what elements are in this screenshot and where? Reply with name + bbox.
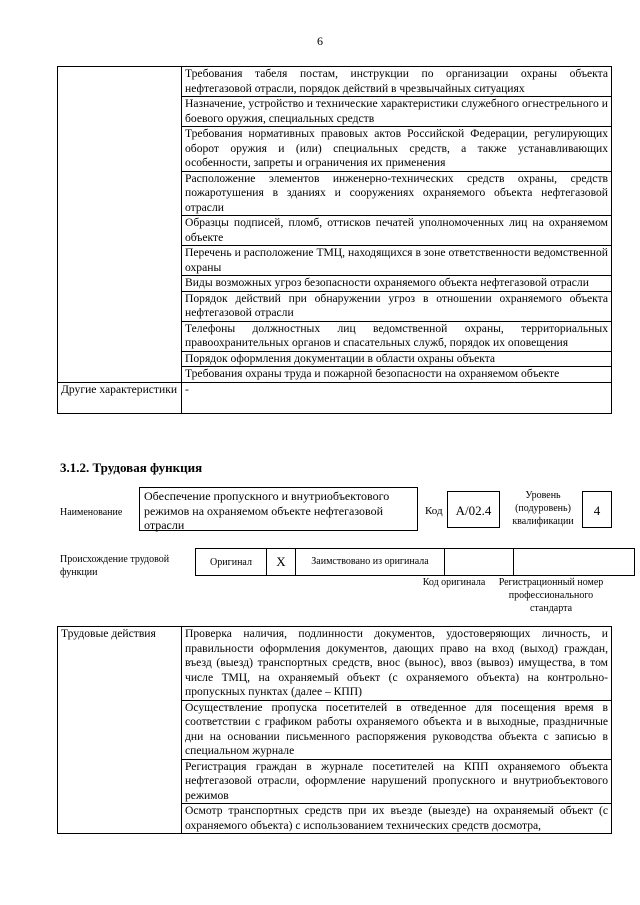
knowledge-table [57, 66, 612, 414]
table-cell: Требования табеля постам, инструкции по организации охраны объекта нефтегазовой отрасли, порядок действий в чрезвычайных ситуациях [182, 67, 612, 97]
table-cell: Требования нормативных правовых актов Российской Федерации, регулирующих оборот оружия и (или) специальных средств, а также устанавливающих особенности, запреты и ограничения их применения [182, 127, 612, 172]
table-cell: Требования охраны труда и пожарной безопасности на охраняемом объекте [182, 367, 612, 383]
table-cell: Порядок оформления документации в области охраны объекта [182, 351, 612, 367]
origin-original: Оригинал [196, 549, 267, 576]
origin-reg-caption: Регистрационный номер профессионального стандарта [498, 577, 604, 614]
table-row [58, 382, 612, 414]
table-cell: Назначение, устройство и технические характеристики служебного огнестрельного и боевого оружия, специальных средств [182, 97, 612, 127]
other-characteristics-label: Другие характеристики [58, 382, 182, 414]
table-cell: Перечень и расположение ТМЦ, находящихся в зоне ответственности ведомственной охраны [182, 246, 612, 276]
origin-code-cell [445, 549, 514, 576]
origin-borrowed: Заимствовано из оригинала [296, 549, 445, 576]
table-cell: Расположение элементов инженерно-технических средств охраны, средств пожаротушения в зданиях и сооружениях охраняемого объекта нефтегазовой отрасли [182, 171, 612, 216]
table-cell-empty [58, 67, 182, 383]
origin-label: Происхождение трудовой функции [60, 554, 170, 578]
page-number: 6 [317, 34, 323, 48]
origin-table [195, 548, 635, 576]
table-cell: Регистрация граждан в журнале посетителей на КПП охраняемого объекта нефтегазовой отрасли, оформление нарушений пропускного и внутриобъектового режимов [182, 759, 612, 804]
table-cell: Осмотр транспортных средств при их въезде (выезде) на охраняемый объект (с охраняемого объекта) с использованием технических средств досмотра, [182, 804, 612, 834]
table-row [196, 549, 635, 576]
origin-mark: X [267, 549, 296, 576]
level-label: Уровень (подуровень) квалификации [512, 490, 574, 527]
code-label: Код [425, 505, 443, 517]
code-value: А/02.4 [447, 491, 500, 528]
actions-table [57, 626, 612, 834]
table-cell: Виды возможных угроз безопасности охраняемого объекта нефтегазовой отрасли [182, 276, 612, 292]
function-name: Обеспечение пропускного и внутриобъектового режимов на охраняемом объекте нефтегазовой отрасли [139, 487, 418, 531]
table-cell: Образцы подписей, пломб, оттисков печатей уполномоченных лиц на охраняемом объекте [182, 216, 612, 246]
table-row [58, 67, 612, 97]
table-cell: Проверка наличия, подлинности документов, удостоверяющих личность, и правильности оформления документов, дающих право на вход (выход) граждан, въезд (выезд) транспортных средств, внос (вынос), ввоз (вывоз) имущества, в том числе ТМЦ, на охраняемый объект (с охраняемого объекта) на контрольно-пропускных пунктах (далее – КПП) [182, 627, 612, 701]
table-cell: Осуществление пропуска посетителей в отведенное для посещения время в соответствии с графиком работы охраняемого объекта и в выходные, праздничные дни на основании письменного распоряжения руководства объекта с записью в специальном журнале [182, 700, 612, 759]
name-label: Наименование [60, 507, 123, 518]
table-row [58, 627, 612, 701]
origin-reg-cell [514, 549, 635, 576]
table-cell: Порядок действий при обнаружении угроз в отношении охраняемого объекта нефтегазовой отрасли [182, 291, 612, 321]
origin-code-caption: Код оригинала [422, 577, 486, 588]
actions-label: Трудовые действия [58, 627, 182, 834]
table-cell: Телефоны должностных лиц ведомственной охраны, территориальных правоохранительных органов и спасательных служб, порядок их оповещения [182, 321, 612, 351]
section-title: 3.1.2. Трудовая функция [60, 460, 203, 475]
other-characteristics-value: - [182, 382, 612, 414]
level-value: 4 [582, 491, 612, 528]
